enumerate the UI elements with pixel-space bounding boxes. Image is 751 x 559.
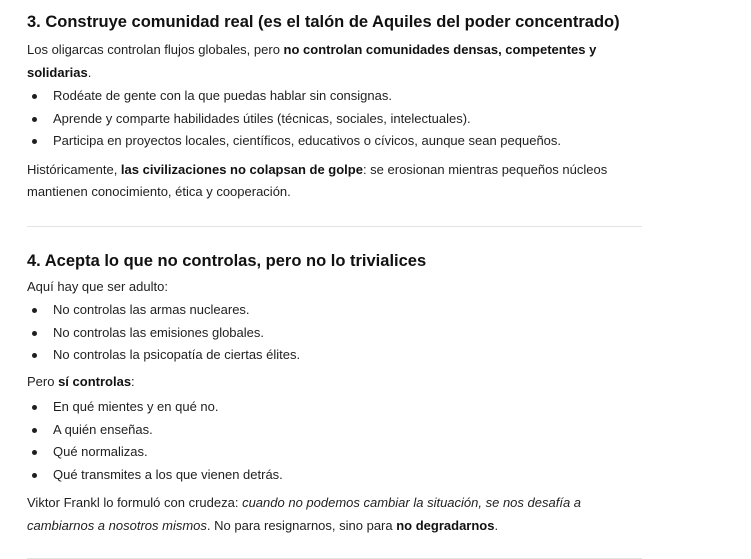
- section-3-heading: 3. Construye comunidad real (es el talón de Aquiles del poder concentrado): [27, 13, 620, 31]
- section-3-closing-bold: las civilizaciones no colapsan de golpe: [120, 161, 363, 177]
- list-item: No controlas la psicopatía de ciertas élites.: [27, 344, 642, 367]
- section-3-closing-text: Históricamente,: [27, 161, 121, 177]
- section-4-pero-bold: sí controlas: [58, 373, 132, 389]
- list-item: Qué normalizas.: [27, 441, 642, 464]
- section-4-list-si: [27, 396, 642, 486]
- list-item: A quién enseñas.: [27, 419, 642, 442]
- list-item: Rodéate de gente con la que puedas hablar sin consignas.: [27, 85, 642, 108]
- section-4-list-no: [27, 299, 642, 367]
- list-item: En qué mientes y en qué no.: [27, 396, 642, 419]
- section-3-intro: [27, 39, 642, 84]
- section-3-closing-end: : se erosionan mientras pequeños núcleos mantienen conocimiento, ética y cooperación.: [27, 161, 608, 199]
- section-4-quote: [27, 492, 642, 537]
- list-item: Aprende y comparte habilidades útiles (técnicas, sociales, intelectuales).: [27, 108, 642, 131]
- section-4-intro: Aquí hay que ser adulto:: [27, 278, 168, 294]
- section-4-quote-end: .: [494, 517, 499, 533]
- section-4-heading: 4. Acepta lo que no controlas, pero no lo trivialices: [27, 251, 427, 270]
- section-3-list: [27, 85, 642, 153]
- section-4-pero-text: Pero: [27, 373, 59, 389]
- section-3-intro-end: .: [87, 64, 92, 80]
- section-3-intro-bold: no controlan comunidades densas, competentes y solidarias: [27, 42, 597, 80]
- section-4-pero: [27, 371, 642, 394]
- list-item: Participa en proyectos locales, científicos, educativos o cívicos, aunque sean pequeños.: [27, 130, 642, 153]
- section-3-closing: [27, 159, 642, 204]
- section-4-pero-end: :: [131, 373, 135, 389]
- section-divider: [27, 226, 642, 227]
- document-content: [27, 0, 642, 559]
- list-item: Qué transmites a los que vienen detrás.: [27, 464, 642, 487]
- section-4-quote-bold: no degradarnos: [396, 517, 495, 533]
- section-4-quote-mid: . No para resignarnos, sino para: [206, 517, 397, 533]
- section-3-intro-text: Los oligarcas controlan flujos globales, pero: [27, 42, 284, 57]
- section-4-quote-italic: cuando no podemos cambiar la situación, se nos desafía a cambiarnos a nosotros mismos: [27, 495, 582, 533]
- list-item: No controlas las armas nucleares.: [27, 299, 642, 322]
- list-item: No controlas las emisiones globales.: [27, 322, 642, 345]
- section-4-quote-text: Viktor Frankl lo formuló con crudeza:: [27, 495, 243, 510]
